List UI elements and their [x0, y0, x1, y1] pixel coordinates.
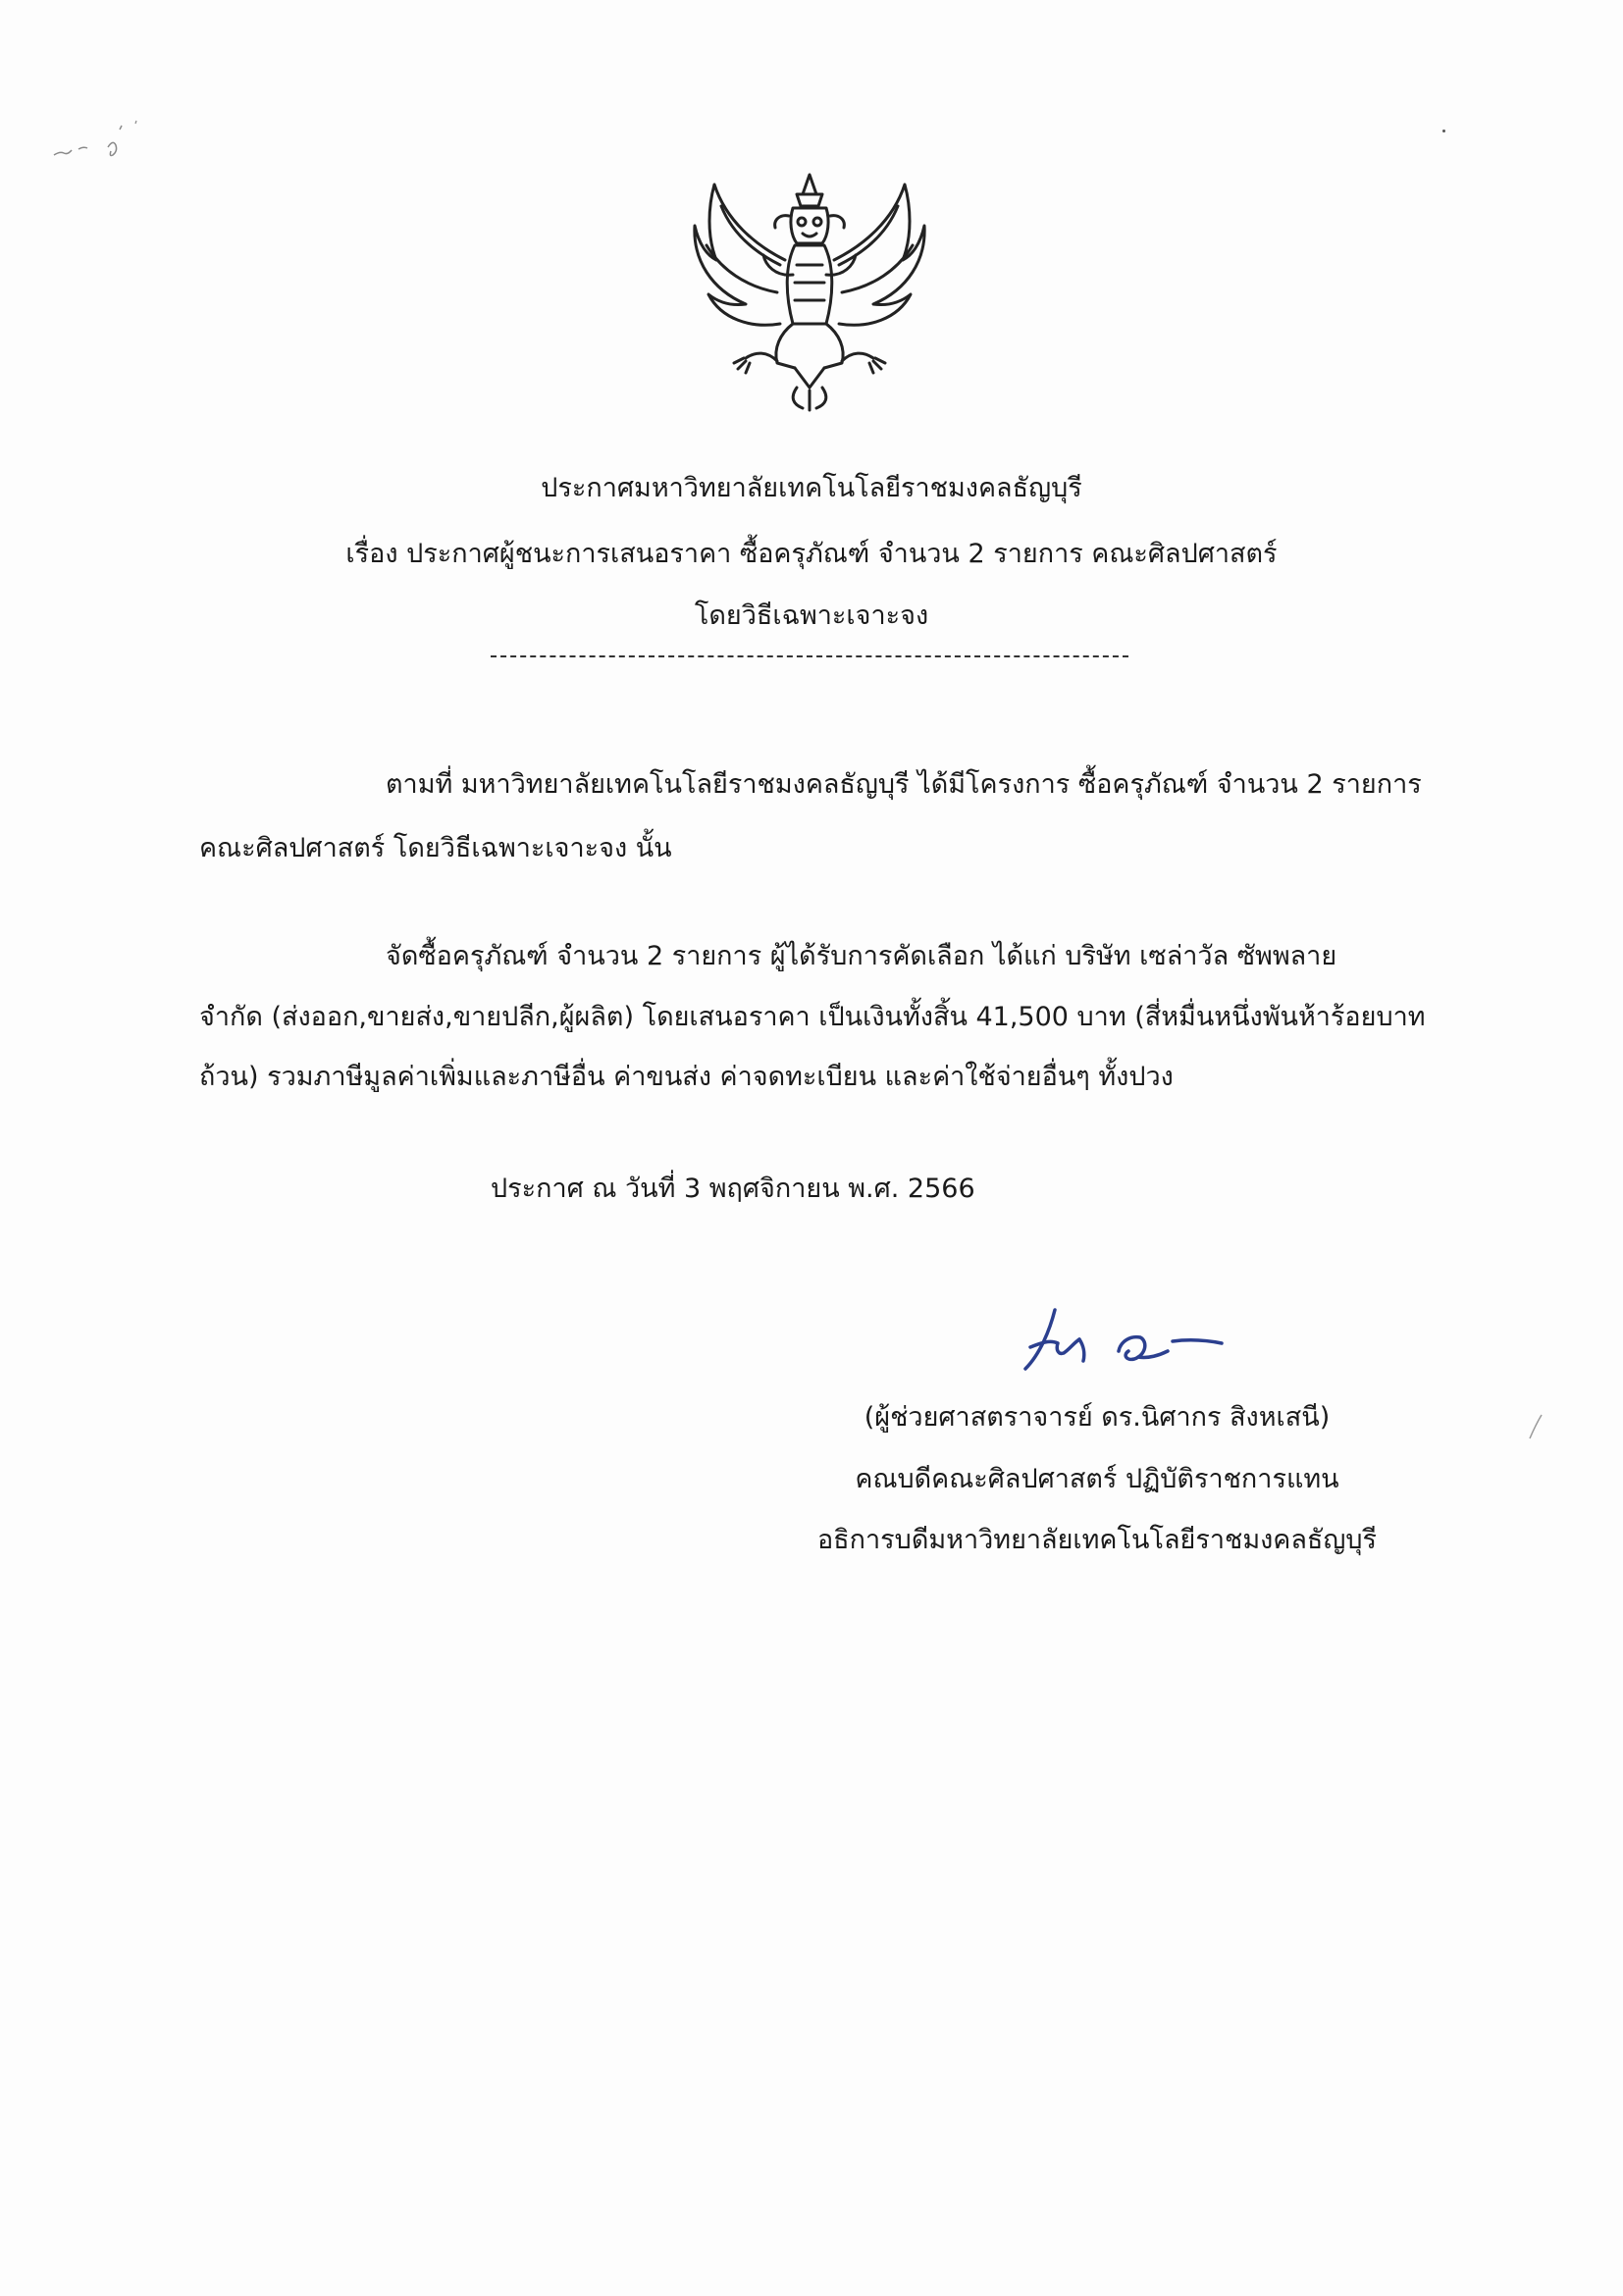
scan-mark	[1526, 1413, 1545, 1442]
paragraph-2-line-1: จัดซื้อครุภัณฑ์ จำนวน 2 รายการ ผู้ได้รับการคัดเลือก ได้แก่ บริษัท เซล่าวัล ซัพพลาย	[386, 941, 1337, 971]
signatory-position-1: คณบดีคณะศิลปศาสตร์ ปฏิบัติราชการแทน	[855, 1464, 1339, 1494]
paragraph-1-line-1: ตามที่ มหาวิทยาลัยเทคโนโลยีราชมงคลธัญบุรี ได้มีโครงการ ซื้อครุภัณฑ์ จำนวน 2 รายการ	[386, 769, 1422, 800]
scan-dot	[1442, 130, 1445, 132]
divider	[491, 655, 1128, 657]
paragraph-1-line-2: คณะศิลปศาสตร์ โดยวิธีเฉพาะเจาะจง นั้น	[199, 833, 672, 863]
announcement-date: ประกาศ ณ วันที่ 3 พฤศจิกายน พ.ศ. 2566	[491, 1174, 975, 1204]
signature-icon	[1001, 1300, 1236, 1388]
announcement-method: โดยวิธีเฉพาะเจาะจง	[694, 600, 929, 631]
announcement-subject: เรื่อง ประกาศผู้ชนะการเสนอราคา ซื้อครุภัณฑ์ จำนวน 2 รายการ คณะศิลปศาสตร์	[345, 539, 1278, 569]
garuda-emblem-icon	[687, 167, 932, 412]
paragraph-2-line-2: จำกัด (ส่งออก,ขายส่ง,ขายปลีก,ผู้ผลิต) โดยเสนอราคา เป็นเงินทั้งสิ้น 41,500 บาท (สี่หมื่นหนึ่งพันห้าร้อยบาท	[199, 1002, 1426, 1032]
scan-mark	[49, 118, 157, 167]
announcement-title: ประกาศมหาวิทยาลัยเทคโนโลยีราชมงคลธัญบุรี	[541, 473, 1082, 503]
signatory-position-2: อธิการบดีมหาวิทยาลัยเทคโนโลยีราชมงคลธัญบุรี	[816, 1525, 1378, 1555]
signatory-name: (ผู้ช่วยศาสตราจารย์ ดร.นิศากร สิงหเสนี)	[864, 1402, 1331, 1433]
paragraph-2-line-3: ถ้วน) รวมภาษีมูลค่าเพิ่มและภาษีอื่น ค่าขนส่ง ค่าจดทะเบียน และค่าใช้จ่ายอื่นๆ ทั้งปวง	[199, 1062, 1174, 1092]
